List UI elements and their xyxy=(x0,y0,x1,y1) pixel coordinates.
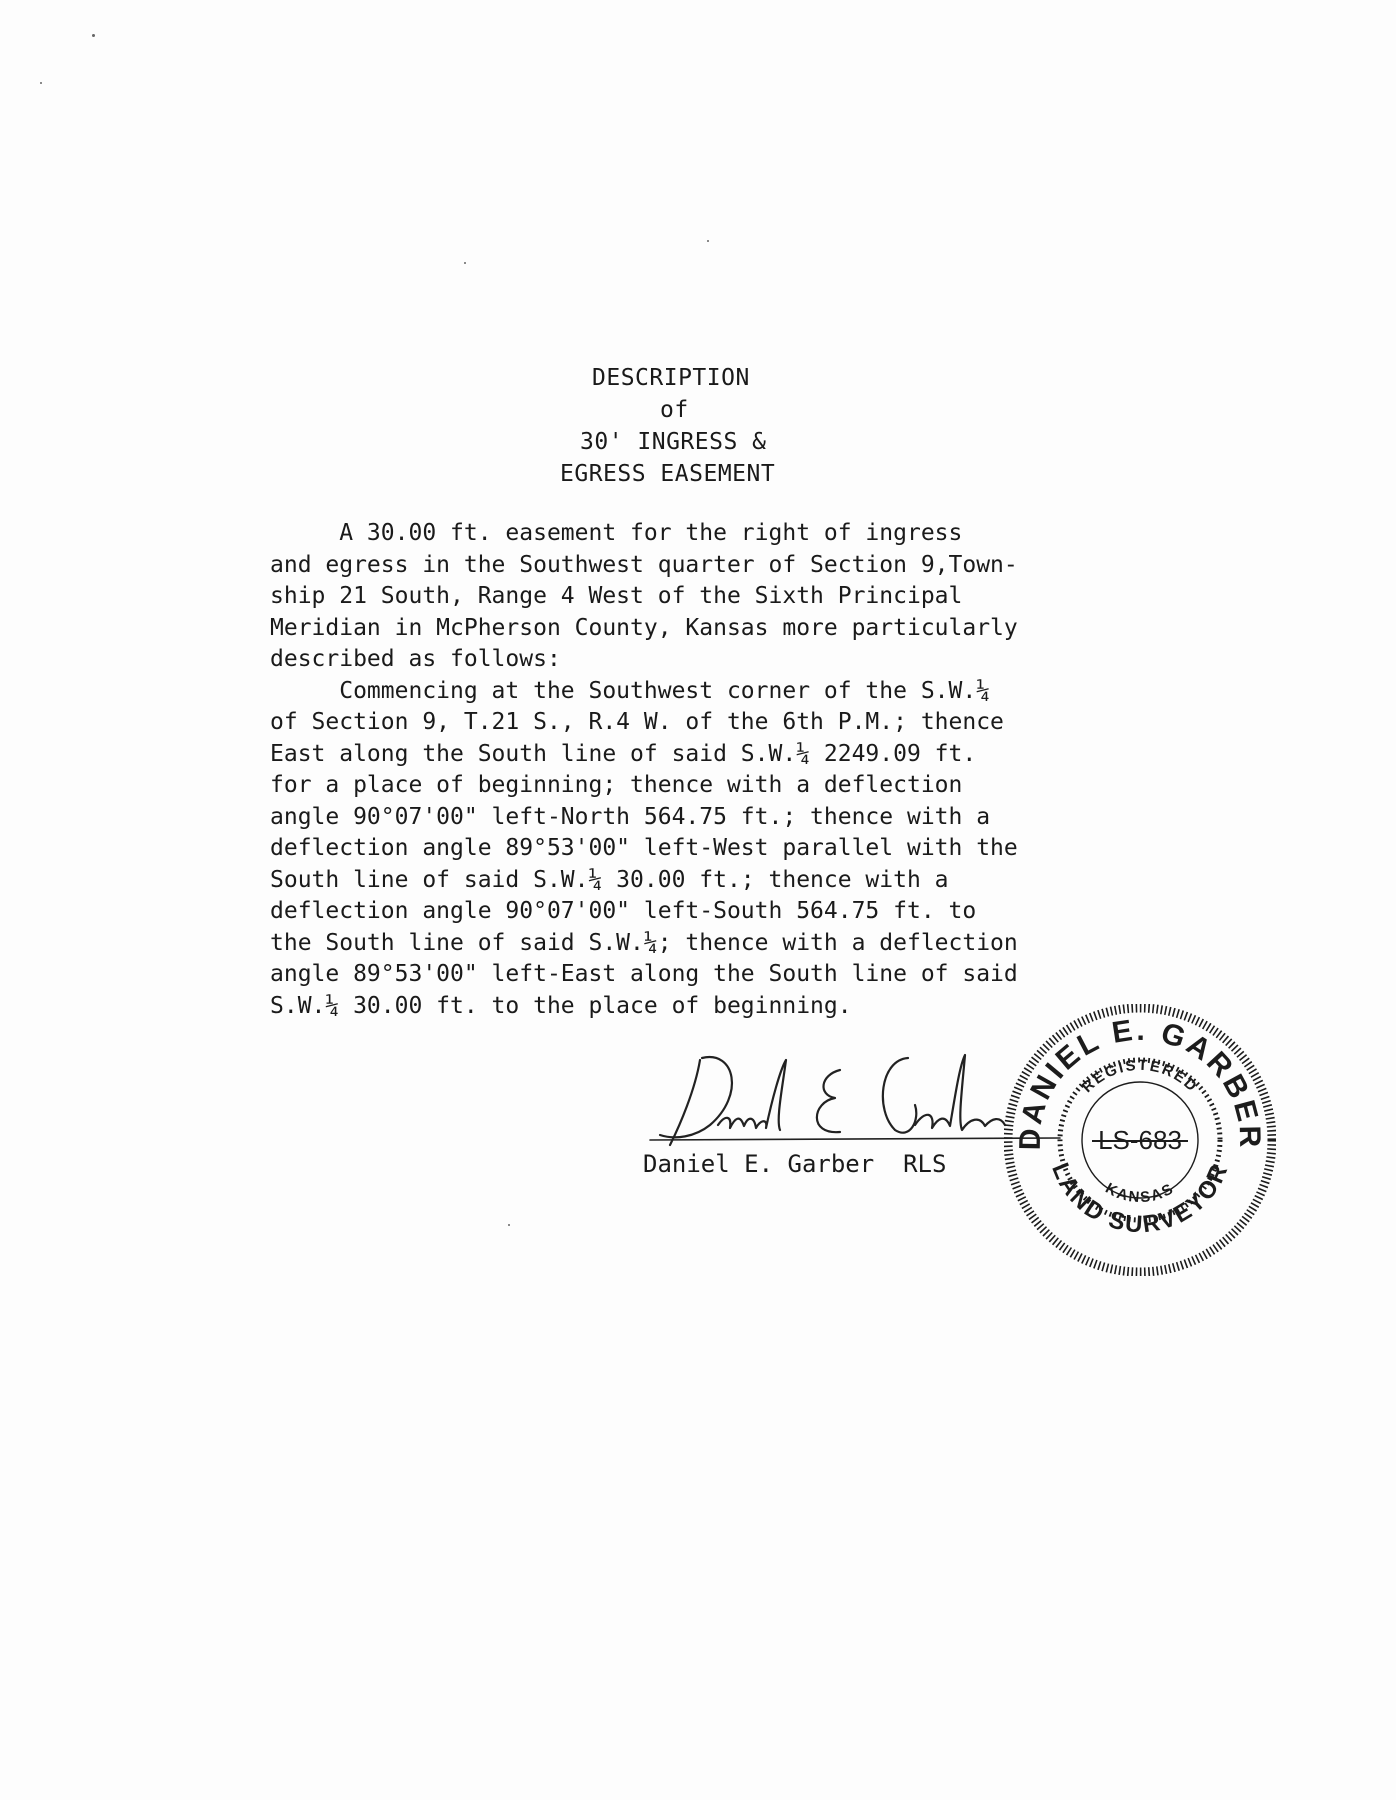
body-line: East along the South line of said S.W.¼ 2249.09 ft. xyxy=(270,740,977,767)
body-line: Commencing at the Southwest corner of the S.W.¼ xyxy=(270,677,991,704)
body-line: ship 21 South, Range 4 West of the Sixth Principal xyxy=(270,583,963,609)
title-line: of xyxy=(660,397,689,423)
svg-text:DANIEL E. GARBER: DANIEL E. GARBER xyxy=(1013,1013,1267,1151)
body-line: deflection angle 89°53'00" left-West parallel with the xyxy=(270,835,1018,861)
scan-speck xyxy=(707,240,709,242)
body-line: angle 90°07'00" left-North 564.75 ft.; thence with a xyxy=(270,803,991,830)
body-line: South line of said S.W.¼ 30.00 ft.; thence with a xyxy=(270,866,949,893)
svg-text:LS-683: LS-683 xyxy=(1098,1125,1182,1155)
scan-speck xyxy=(40,82,42,84)
svg-text:REGISTERED: REGISTERED xyxy=(1078,1056,1202,1097)
body-line: S.W.¼ 30.00 ft. to the place of beginning. xyxy=(270,992,852,1019)
body-line: for a place of beginning; thence with a deflection xyxy=(270,772,963,798)
svg-text:LAND SURVEYOR: LAND SURVEYOR xyxy=(1046,1158,1234,1239)
svg-text:KANSAS: KANSAS xyxy=(1102,1179,1178,1207)
document-title xyxy=(0,362,1396,490)
body-line: A 30.00 ft. easement for the right of ingress xyxy=(270,520,963,546)
body-line: Meridian in McPherson County, Kansas more particularly xyxy=(270,614,1018,641)
body-line: angle 89°53'00" left-East along the South line of said xyxy=(270,961,1018,987)
body-line: and egress in the Southwest quarter of Section 9,Town- xyxy=(270,551,1018,578)
title-line: DESCRIPTION xyxy=(592,365,750,391)
surveyor-seal xyxy=(1004,1004,1276,1276)
scan-speck xyxy=(92,34,95,37)
signer-name: Daniel E. Garber RLS xyxy=(643,1150,947,1178)
body-line: of Section 9, T.21 S., R.4 W. of the 6th P.M.; thence xyxy=(270,709,1004,735)
legal-description xyxy=(270,518,1018,1022)
scan-speck xyxy=(508,1224,510,1226)
body-line: described as follows: xyxy=(270,646,561,672)
title-line: EGRESS EASEMENT xyxy=(560,461,776,487)
scan-speck xyxy=(464,262,466,264)
body-line: deflection angle 90°07'00" left-South 564.75 ft. to xyxy=(270,898,977,924)
title-line: 30' INGRESS & xyxy=(580,429,767,455)
body-line: the South line of said S.W.¼; thence with a deflection xyxy=(270,929,1018,956)
